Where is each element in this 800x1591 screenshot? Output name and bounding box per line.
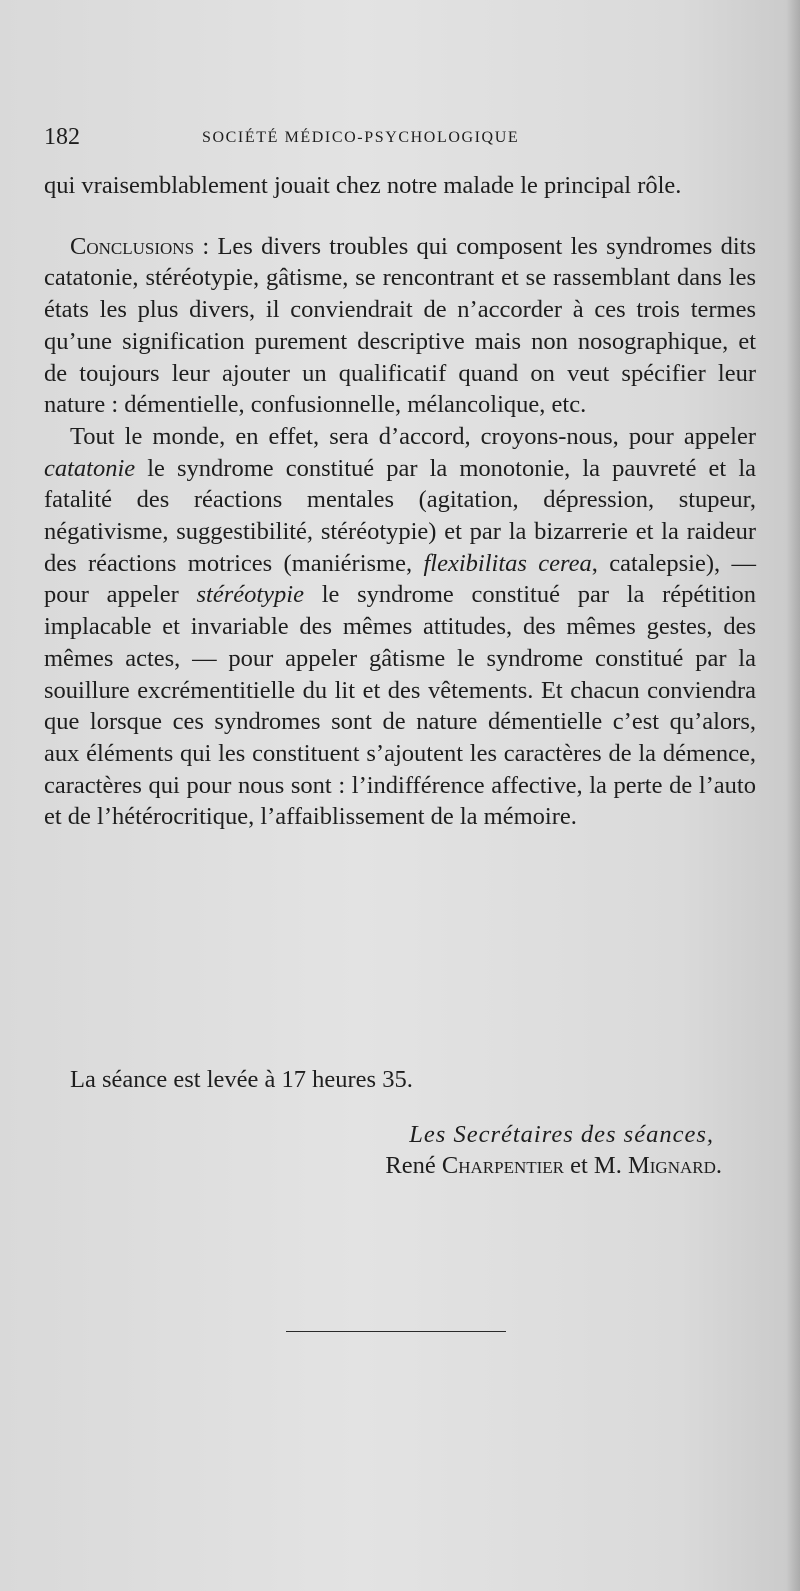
page-spine-shadow <box>786 0 800 1591</box>
conclusions-text: : Les divers troubles qui composent les syndromes dits catatonie, stéréotypie, gâtisme, se rencontrant et se rassemblant dans les états les plus divers, il conviendrait de n’accorder à ces trois termes qu’une signification purement descriptive mais non nosographique, et de toujours leur ajouter un qualificatif quand on veut spécifier leur nature : démentielle, confusionnelle, mélancolique, etc. <box>44 232 756 419</box>
term-catatonie: catatonie <box>44 454 136 482</box>
paragraph-continuation <box>44 170 756 202</box>
running-head: SOCIÉTÉ MÉDICO-PSYCHOLOGIQUE <box>202 129 520 146</box>
term-flexibilitas-cerea: flexibilitas cerea <box>423 549 592 577</box>
paragraph-text-c: , catalepsie), — pour appeler <box>44 549 756 609</box>
name2-last: Mignard <box>627 1152 716 1180</box>
session-closed-line: La séance est levée à 17 heures 35. <box>70 1066 413 1093</box>
secretaries-title: Les Secrétaires des séances, <box>409 1120 714 1148</box>
body-text <box>44 170 756 833</box>
name-conjunction: et M. <box>564 1152 628 1180</box>
end-rule-divider <box>286 1331 506 1332</box>
name1-first: René <box>385 1152 442 1180</box>
closing-section <box>44 1064 756 1182</box>
page-number: 182 <box>44 124 80 150</box>
final-period: . <box>715 1152 722 1180</box>
paragraph-text: qui vraisemblablement jouait chez notre malade le principal rôle. <box>44 172 682 199</box>
paragraph-conclusions <box>44 231 756 421</box>
page-header <box>44 124 744 154</box>
paragraph-text-d: le syndrome constitué par la répétition implacable et invariable des mêmes attitudes, des mêmes gestes, des mêmes actes, — pour appeler gâtisme le syndrome constitué par la souillure excrémentitielle du lit et des vêtements. Et chacun conviendra que lorsque ces syndromes sont de nature démentielle c’est qu’alors, aux éléments qui les constituent s’ajoutent les caractères de la démence, caractères qui pour nous sont : l’indifférence affective, la perte de l’auto et de l’hétérocritique, l’affaiblissement de la mémoire. <box>44 581 757 831</box>
conclusions-label: Conclusions <box>70 232 195 260</box>
paragraph-text-b: le syndrome constitué par la monotonie, la pauvreté et la fatalité des réactions mentales (agitation, dépression, stupeur, négativisme, suggestibilité, stéréotypie) et par la bizarrerie et la raideur des réactions motrices (maniérisme, <box>44 454 756 577</box>
name1-last: Charpentier <box>441 1152 564 1180</box>
paragraph-text-a: Tout le monde, en effet, sera d’accord, croyons-nous, pour appeler <box>70 422 756 450</box>
term-stereotypie: stéréotypie <box>196 581 304 609</box>
paragraph-definitions <box>44 421 756 833</box>
secretaries-names <box>44 1150 756 1182</box>
